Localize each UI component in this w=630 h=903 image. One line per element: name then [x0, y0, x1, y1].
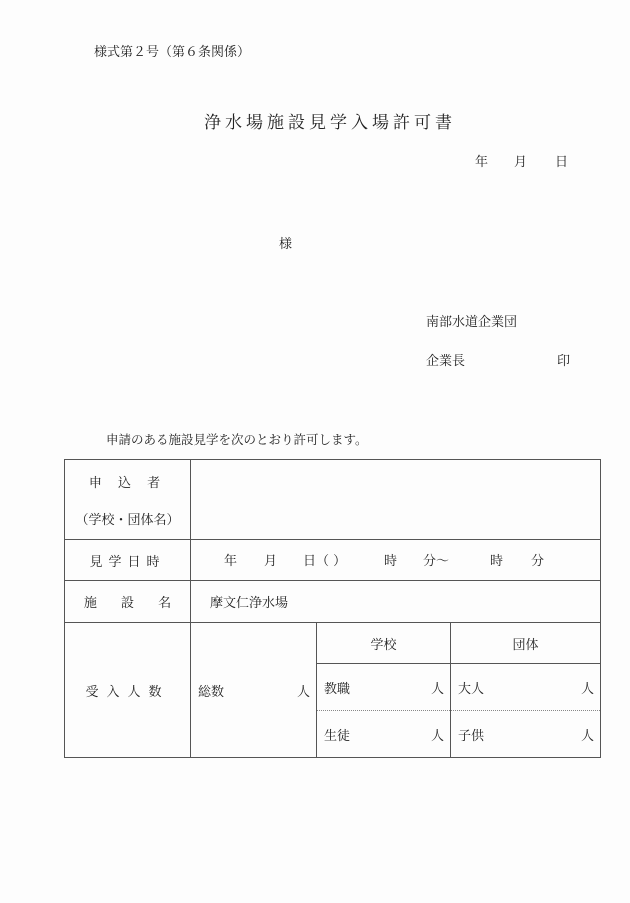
visit-datetime-label: 見学日時 — [65, 540, 191, 581]
visit-start-minute: 分～ — [423, 554, 450, 569]
applicant-value[interactable] — [191, 460, 601, 540]
school-student-label: 生徒 — [324, 728, 351, 744]
visit-end-minute: 分 — [531, 554, 545, 569]
applicant-row — [65, 460, 601, 540]
applicant-label-main: 申 込 者 — [88, 475, 167, 491]
document-title: 浄水場施設見学入場許可書 — [204, 113, 456, 133]
issuer-title: 企業長 — [426, 354, 466, 369]
issuer-organization: 南部水道企業団 — [426, 315, 518, 330]
visitors-total[interactable] — [191, 623, 317, 758]
visit-datetime-value[interactable] — [191, 540, 601, 581]
group-child-cell[interactable] — [451, 711, 601, 758]
group-adult-label: 大人 — [458, 681, 485, 697]
visit-day: 日（ ） — [303, 554, 347, 569]
total-unit: 人 — [296, 684, 310, 700]
school-header: 学校 — [317, 623, 451, 664]
group-header: 団体 — [451, 623, 601, 664]
date-day: 日 — [555, 155, 569, 170]
applicant-label-sub: （学校・団体名） — [75, 512, 180, 528]
permit-table — [64, 459, 601, 758]
visitors-header-row — [65, 623, 601, 664]
school-staff-label: 教職 — [324, 681, 351, 697]
applicant-label — [65, 460, 191, 540]
facility-value: 摩文仁浄水場 — [191, 581, 601, 623]
visit-year: 年 — [224, 554, 238, 569]
group-child-label: 子供 — [458, 728, 485, 744]
visit-datetime-row — [65, 540, 601, 581]
total-label: 総数 — [198, 684, 225, 700]
school-student-unit: 人 — [430, 728, 444, 744]
form-number: 様式第２号（第６条関係） — [94, 45, 251, 60]
school-staff-cell[interactable] — [317, 664, 451, 711]
group-adult-unit: 人 — [580, 681, 594, 697]
recipient-suffix: 様 — [279, 237, 293, 252]
school-student-cell[interactable] — [317, 711, 451, 758]
date-year: 年 — [475, 155, 489, 170]
visit-end-hour: 時 — [490, 554, 504, 569]
facility-label: 施 設 名 — [65, 581, 191, 623]
date-month: 月 — [514, 155, 528, 170]
school-staff-unit: 人 — [430, 681, 444, 697]
visit-month: 月 — [264, 554, 278, 569]
lead-text: 申請のある施設見学を次のとおり許可します。 — [106, 432, 368, 447]
visit-start-hour: 時 — [384, 554, 398, 569]
group-adult-cell[interactable] — [451, 664, 601, 711]
group-child-unit: 人 — [580, 728, 594, 744]
visitors-label: 受入人数 — [65, 623, 191, 758]
facility-row — [65, 581, 601, 623]
seal-mark: 印 — [557, 354, 571, 369]
